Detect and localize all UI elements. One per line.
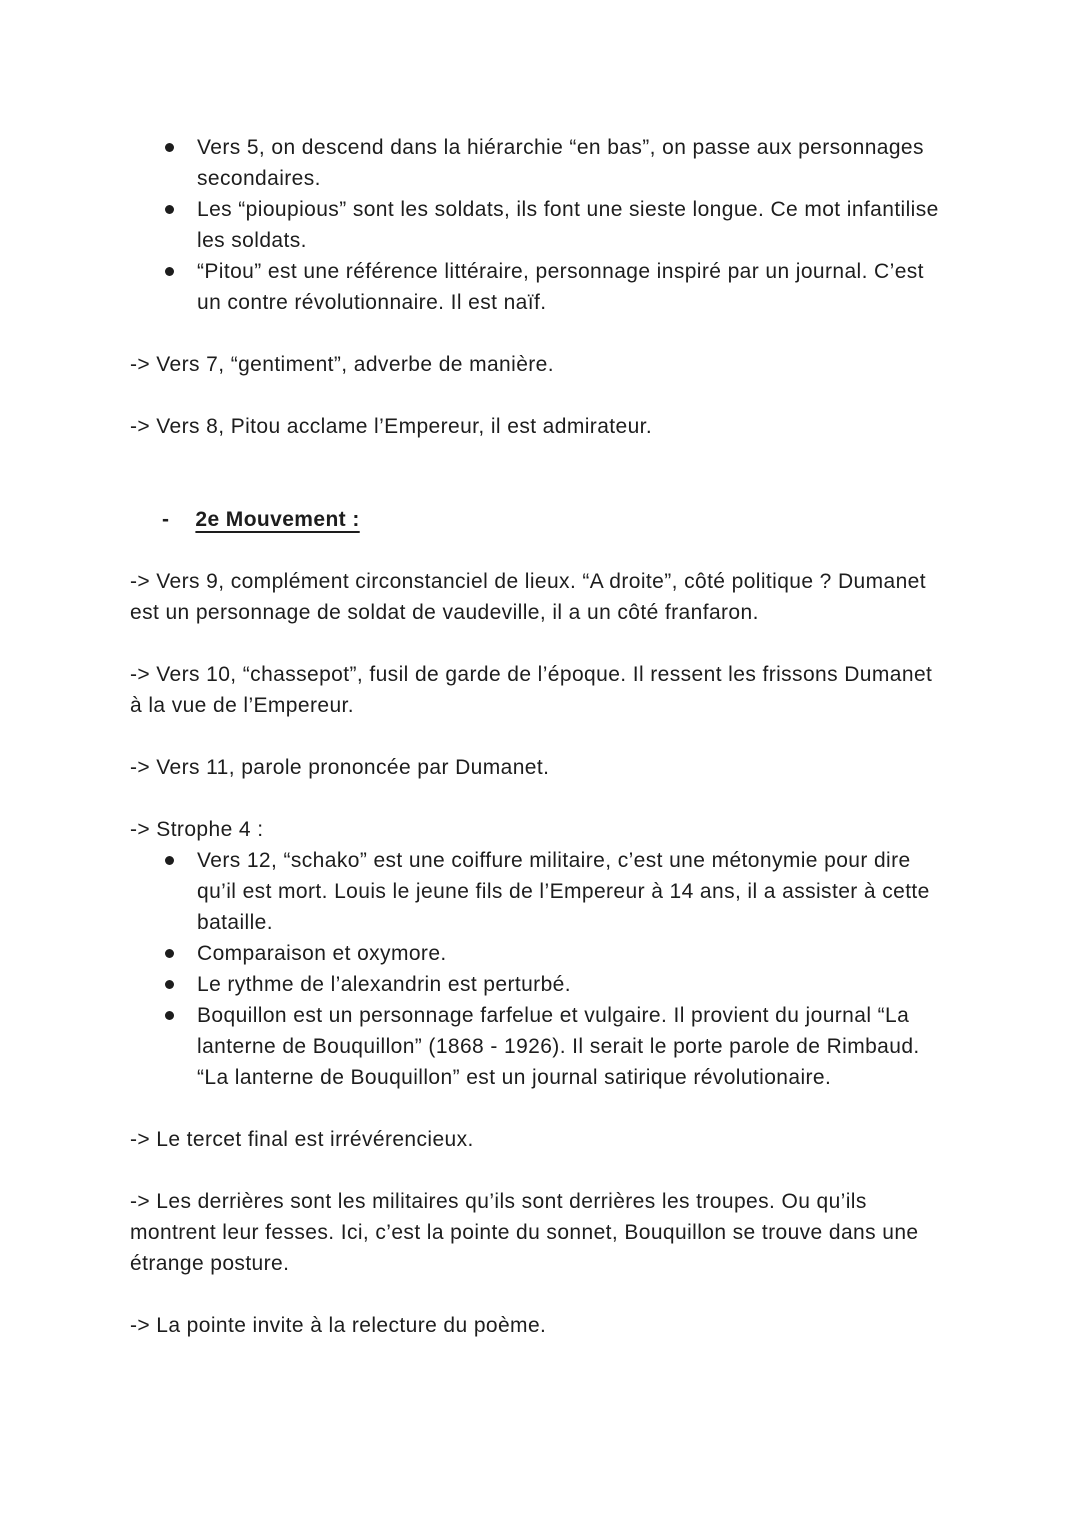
bullet-icon [165, 1011, 174, 1020]
note-paragraph-pointe: -> La pointe invite à la relecture du poème. [130, 1314, 547, 1337]
bullet-icon [165, 143, 174, 152]
bullet-icon [165, 205, 174, 214]
bullet-text: Le rythme de l’alexandrin est perturbé. [197, 973, 571, 996]
note-paragraph-derrieres: -> Les derrières sont les militaires qu’ils sont derrières les troupes. Ou qu’ils montrent leur fesses. Ici, c’est la pointe du sonnet, Bouquillon se trouve dans une étrange posture. [130, 1190, 919, 1275]
section-heading-2e-mouvement [130, 504, 950, 535]
bullet-icon [165, 949, 174, 958]
note-paragraph-tercet: -> Le tercet final est irrévérencieux. [130, 1128, 474, 1151]
heading-label: 2e Mouvement : [195, 508, 360, 531]
bullet-text: Boquillon est un personnage farfelue et vulgaire. Il provient du journal “La lanterne de Bouquillon” (1868 - 1926). Il serait le porte parole de Rimbaud. “La lanterne de Bouquillon” est un journal satirique révolutionaire. [197, 1004, 920, 1089]
bullet-list-strophe-4 [130, 845, 950, 1093]
note-paragraph-vers-8: -> Vers 8, Pitou acclame l’Empereur, il est admirateur. [130, 415, 653, 438]
bullet-text: “Pitou” est une référence littéraire, personnage inspiré par un journal. C’est un contre révolutionnaire. Il est naïf. [197, 260, 924, 314]
bullet-item [197, 132, 950, 194]
bullet-item [197, 845, 950, 938]
bullet-text: Vers 12, “schako” est une coiffure militaire, c’est une métonymie pour dire qu’il est mort. Louis le jeune fils de l’Empereur à 14 ans, il a assister à cette bataille. [197, 849, 930, 934]
bullet-item [197, 938, 950, 969]
bullet-list-strophe-2 [130, 132, 950, 318]
note-paragraph-vers-10: -> Vers 10, “chassepot”, fusil de garde de l’époque. Il ressent les frissons Dumanet à la vue de l’Empereur. [130, 663, 933, 717]
bullet-text: Vers 5, on descend dans la hiérarchie “en bas”, on passe aux personnages secondaires. [197, 136, 924, 190]
bullet-item [197, 1000, 950, 1093]
bullet-icon [165, 856, 174, 865]
bullet-text: Les “pioupious” sont les soldats, ils font une sieste longue. Ce mot infantilise les soldats. [197, 198, 939, 252]
bullet-icon [165, 980, 174, 989]
note-paragraph-vers-9: -> Vers 9, complément circonstanciel de lieux. “A droite”, côté politique ? Dumanet est un personnage de soldat de vaudeville, il a un côté franfaron. [130, 570, 926, 624]
heading-dash: - [162, 508, 170, 531]
note-paragraph-strophe-4: -> Strophe 4 : [130, 818, 264, 841]
bullet-text: Comparaison et oxymore. [197, 942, 447, 965]
bullet-item [197, 969, 950, 1000]
bullet-item [197, 256, 950, 318]
note-paragraph-vers-7: -> Vers 7, “gentiment”, adverbe de manière. [130, 353, 554, 376]
bullet-icon [165, 267, 174, 276]
note-paragraph-vers-11: -> Vers 11, parole prononcée par Dumanet. [130, 756, 550, 779]
bullet-item [197, 194, 950, 256]
